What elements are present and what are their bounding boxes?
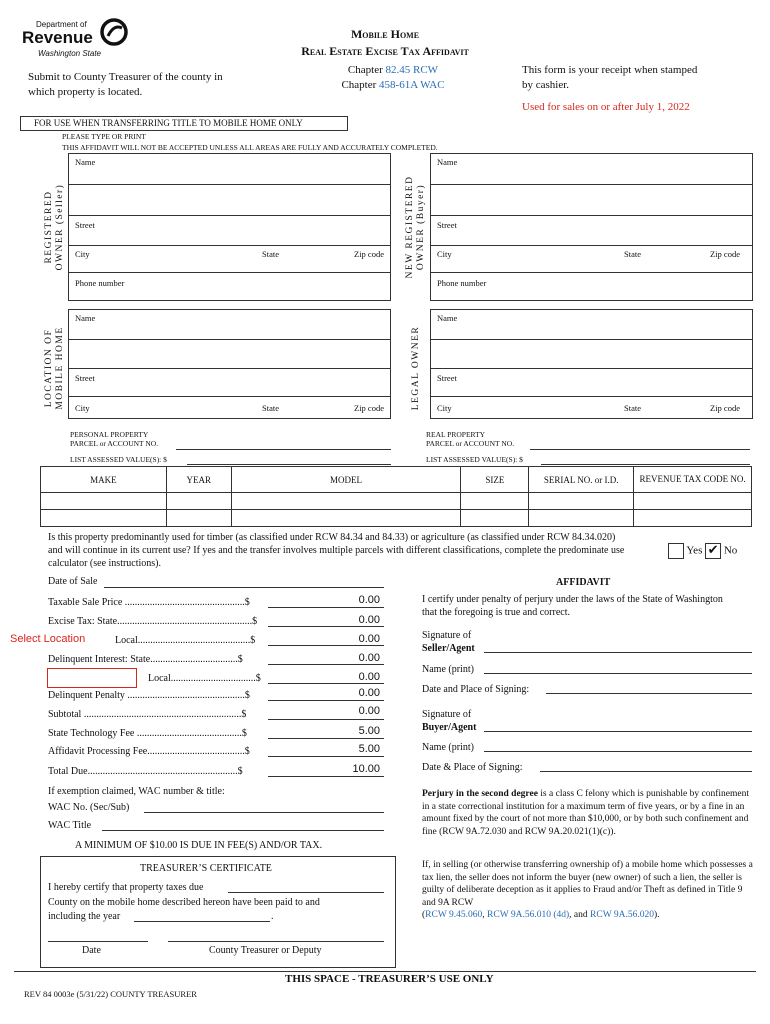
legal-name-label: Name <box>437 313 458 323</box>
buyer-street-label: Street <box>437 220 457 230</box>
treasurer-line1: I hereby certify that property taxes due <box>48 882 204 893</box>
minimum-notice: A MINIMUM OF $10.00 IS DUE IN FEE(S) AND/OR TAX. <box>75 840 323 851</box>
seller-sig-label: Signature of Seller/Agent <box>422 630 475 654</box>
col-revenue-code: REVENUE TAX CODE NO. <box>634 467 752 493</box>
form-id: REV 84 0003e (5/31/22) COUNTY TREASURER <box>24 989 197 999</box>
logo-line1: Department of <box>36 20 87 29</box>
buyer-name-print-label: Name (print) <box>422 742 474 753</box>
seller-state-label: State <box>262 249 279 259</box>
delinquent-penalty-value[interactable]: 0.00 <box>358 687 380 699</box>
wac-no-label: WAC No. (Sec/Sub) <box>48 802 130 813</box>
dor-swoosh-icon <box>100 18 128 46</box>
treasurer-cert-title: TREASURER’S CERTIFICATE <box>140 863 272 874</box>
chapter-refs <box>318 63 468 93</box>
buyer-sig-label: Signature of Buyer/Agent <box>422 709 477 733</box>
state-tech-fee-label: State Technology Fee ..........................................$ <box>48 728 247 739</box>
logo-line3: Washington State <box>38 49 102 58</box>
mobile-home-table <box>40 466 752 527</box>
seller-signature-field[interactable] <box>484 641 752 653</box>
dor-logo <box>22 18 132 62</box>
legal-zip-label: Zip code <box>710 403 740 413</box>
timber-yes-no <box>668 543 737 559</box>
table-row <box>41 493 752 510</box>
delinquent-penalty-label: Delinquent Penalty ...............................................$ <box>48 690 250 701</box>
table-row <box>41 510 752 527</box>
treasurer-use-banner: THIS SPACE - TREASURER’S USE ONLY <box>285 973 494 985</box>
used-for-date: Used for sales on or after July 1, 2022 <box>522 101 690 113</box>
no-checkbox[interactable]: ✔ <box>705 543 721 559</box>
date-of-sale-field[interactable] <box>104 576 384 588</box>
total-due-label: Total Due............................................................$ <box>48 766 243 777</box>
form-title <box>240 26 530 60</box>
seller-name-label: Name <box>75 157 96 167</box>
real-assessed-field[interactable] <box>541 453 750 465</box>
seller-date-place-label: Date and Place of Signing: <box>422 684 530 695</box>
personal-parcel-label: PERSONAL PROPERTY PARCEL or ACCOUNT NO. <box>70 430 159 448</box>
year-field[interactable] <box>134 910 270 922</box>
buyer-phone-label: Phone number <box>437 278 487 288</box>
select-location-dropdown[interactable] <box>47 668 137 688</box>
seller-name-print-field[interactable] <box>484 662 752 674</box>
location-street-label: Street <box>75 373 95 383</box>
rcw-link[interactable]: 82.45 RCW <box>385 64 439 76</box>
buyer-zip-label: Zip code <box>710 249 740 259</box>
yes-label: Yes <box>686 544 703 557</box>
subtotal-value: 0.00 <box>358 705 380 717</box>
seller-date-place-field[interactable] <box>546 682 752 694</box>
county-treasurer-label: County Treasurer or Deputy <box>209 945 322 956</box>
chapter1-prefix: Chapter <box>347 64 383 76</box>
wac-title-field[interactable] <box>102 819 384 831</box>
chapter2-prefix: Chapter <box>341 79 377 91</box>
yes-checkbox[interactable] <box>668 543 684 559</box>
personal-parcel-field[interactable] <box>176 438 391 450</box>
excise-state-label: Excise Tax: State......................................................$ <box>48 616 258 627</box>
select-location-label: Select Location <box>10 633 86 645</box>
location-zip-label: Zip code <box>354 403 384 413</box>
affidavit-certify: I certify under penalty of perjury under the laws of the State of Washington that the foregoing is true and correct. <box>422 594 723 618</box>
delinquent-local-value[interactable]: 0.00 <box>358 671 380 683</box>
rcw-9-45-060-link[interactable]: RCW 9.45.060 <box>425 910 483 921</box>
location-name-label: Name <box>75 313 96 323</box>
buyer-name-print-field[interactable] <box>484 740 752 752</box>
taxable-sale-price-value[interactable]: 0.00 <box>358 594 380 606</box>
rcw-9a-56-010-link[interactable]: RCW 9A.56.010 (4d) <box>487 910 570 921</box>
buyer-date-place-field[interactable] <box>540 760 752 772</box>
legal-state-label: State <box>624 403 641 413</box>
type-print-notice: PLEASE TYPE OR PRINT <box>62 132 146 141</box>
county-field[interactable] <box>228 881 384 893</box>
affidavit-title: AFFIDAVIT <box>556 577 611 588</box>
personal-assessed-label: LIST ASSESSED VALUE(S): $ <box>70 455 167 464</box>
rcw-9a-56-020-link[interactable]: RCW 9A.56.020 <box>590 910 654 921</box>
title-line1: Mobile Home <box>350 27 420 41</box>
buyer-city-label: City <box>437 249 452 259</box>
treasurer-line3: including the year <box>48 911 121 922</box>
total-due-value: 10.00 <box>352 763 380 775</box>
subtotal-label: Subtotal ...............................................................$ <box>48 709 247 720</box>
location-state-label: State <box>262 403 279 413</box>
seller-street-label: Street <box>75 220 95 230</box>
exemption-label: If exemption claimed, WAC number & title: <box>48 786 225 797</box>
treasurer-line2: County on the mobile home described hereon have been paid to and <box>48 897 320 908</box>
location-city-label: City <box>75 403 90 413</box>
affidavit-fee-value: 5.00 <box>358 743 380 755</box>
seller-city-label: City <box>75 249 90 259</box>
buyer-name-label: Name <box>437 157 458 167</box>
real-parcel-field[interactable] <box>530 438 750 450</box>
title-line2: Real Estate Excise Tax Affidavit <box>301 44 469 58</box>
not-accepted-notice: THIS AFFIDAVIT WILL NOT BE ACCEPTED UNLESS ALL AREAS ARE FULLY AND ACCURATELY COMPLETED. <box>62 143 438 152</box>
wac-link[interactable]: 458-61A WAC <box>379 79 445 91</box>
logo-line2: Revenue <box>22 28 93 47</box>
col-year: YEAR <box>166 467 231 493</box>
col-model: MODEL <box>231 467 461 493</box>
col-make: MAKE <box>41 467 167 493</box>
submit-text: Submit to County Treasurer of the county in which property is located. <box>28 71 223 98</box>
location-box <box>68 309 391 419</box>
delinquent-state-label: Delinquent Interest: State...................................$ <box>48 654 243 665</box>
legal-street-label: Street <box>437 373 457 383</box>
treasurer-period: . <box>271 911 274 922</box>
transfer-notice: FOR USE WHEN TRANSFERRING TITLE TO MOBILE HOME ONLY <box>20 116 348 131</box>
no-label: No <box>723 544 738 557</box>
buyer-date-place-label: Date & Place of Signing: <box>422 762 523 773</box>
excise-local-label: Local.............................................$ <box>115 635 256 646</box>
seller-name-print-label: Name (print) <box>422 664 474 675</box>
col-size: SIZE <box>461 467 529 493</box>
delinquent-state-value[interactable]: 0.00 <box>358 652 380 664</box>
real-parcel-label: REAL PROPERTY PARCEL or ACCOUNT NO. <box>426 430 515 448</box>
buyer-state-label: State <box>624 249 641 259</box>
seller-zip-label: Zip code <box>354 249 384 259</box>
wac-no-field[interactable] <box>144 801 384 813</box>
personal-assessed-field[interactable] <box>187 453 391 465</box>
affidavit-fee-label: Affidavit Processing Fee.......................................$ <box>48 746 250 757</box>
wac-title-label: WAC Title <box>48 820 92 831</box>
buyer-section-label: NEW REGISTERED OWNER (Buyer) <box>405 175 426 279</box>
col-serial: SERIAL NO. or I.D. <box>529 467 634 493</box>
legal-city-label: City <box>437 403 452 413</box>
legal-owner-box <box>430 309 753 419</box>
date-of-sale-label: Date of Sale <box>48 576 98 587</box>
seller-section-label: REGISTERED OWNER (Seller) <box>44 183 65 271</box>
buyer-signature-field[interactable] <box>484 720 752 732</box>
state-tech-fee-value: 5.00 <box>358 725 380 737</box>
timber-question: Is this property predominantly used for timber (as classified under RCW 84.34 and 84.33) or agriculture (as classified under RCW 84.34.020) and will continue in its current use? If yes and the transfer involves multiple parcels with different classifications, complete the predominate use calculator (see instructions). <box>48 532 625 569</box>
treasurer-date-label: Date <box>82 945 101 956</box>
legal-owner-section-label: LEGAL OWNER <box>411 325 421 411</box>
excise-local-value: 0.00 <box>358 633 380 645</box>
real-assessed-label: LIST ASSESSED VALUE(S): $ <box>426 455 523 464</box>
receipt-text: This form is your receipt when stamped by cashier. <box>522 64 698 91</box>
location-section-label: LOCATION OF MOBILE HOME <box>44 326 65 410</box>
lien-notice: If, in selling (or otherwise transferring ownership of) a mobile home which possesses a tax lien, the seller does not inform the buyer (new owner) of such a lien, the seller is guilty of deliberate deception as it applies to Fraud and/or Theft as defined in Title 9 and 9A RCW (RCW 9.45.060, RCW 9A.56.010 (4d), and RCW 9A.56.020). <box>422 860 753 921</box>
taxable-sale-price-label: Taxable Sale Price ................................................$ <box>48 597 250 608</box>
excise-state-value: 0.00 <box>358 614 380 626</box>
perjury-notice: Perjury in the second degree is a class C felony which is punishable by confinement in a state correctional institution for a maximum term of five years, or by a fine in an amount fixed by the court of not more than $10,000, or by both such confinement and fine (RCW 9A.72.030 and RCW 9A.20.021(1)(c)). <box>422 789 749 837</box>
delinquent-local-label: Local..................................$ <box>148 673 261 684</box>
seller-phone-label: Phone number <box>75 278 125 288</box>
